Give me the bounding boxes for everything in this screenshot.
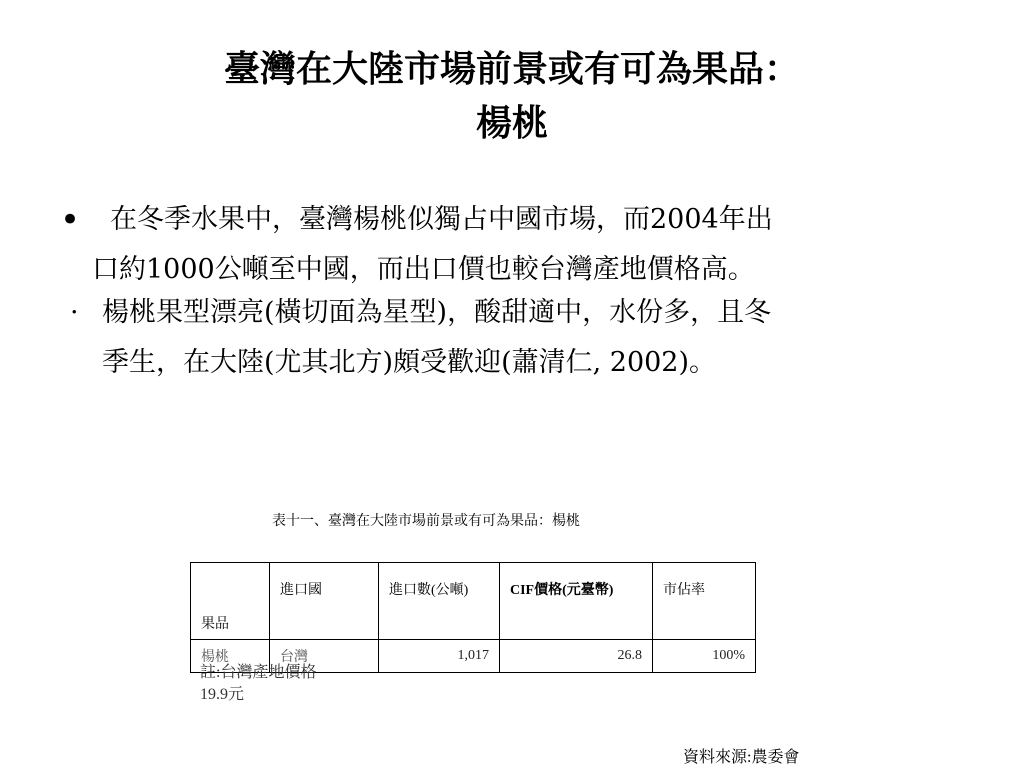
bullet-item-1 [60,195,960,295]
bullet-marker-2: · [70,297,79,328]
cell-cif-price: 26.8 [500,640,653,673]
cell-fruit: 楊桃 [191,640,270,673]
price-note [200,662,316,706]
header-cif-price: CIF價格(元臺幣) [500,563,653,640]
slide-title [0,42,1024,150]
bullet-2-line2: 季生，在大陸(尤其北方)頗受歡迎(蕭清仁, 2002)。 [102,347,717,378]
bullet-2-line1: 楊桃果型漂亮(橫切面為星型)，酸甜適中，水份多，且冬 [102,297,772,328]
header-import-country: 進口國 [270,563,379,640]
table-caption: 表十一、臺灣在大陸市場前景或有可為果品：楊桃 [272,512,580,528]
bullet-1-line1: 在冬季水果中，臺灣楊桃似獨占中國市場，而2004年出 [110,204,773,235]
price-note-line1: 註:台灣產地價格 [200,664,317,681]
header-import-quantity: 進口數(公噸) [379,563,500,640]
cell-import-country: 台灣 [270,640,379,673]
data-source: 資料來源:農委會 [683,749,800,766]
header-market-share: 市佔率 [653,563,756,640]
price-note-line2: 19.9元 [200,686,245,703]
fruit-table [190,562,756,673]
slide-title-line1: 臺灣在大陸市場前景或有可為果品： [223,48,800,90]
cell-market-share: 100% [653,640,756,673]
bullet-item-2 [70,288,970,388]
table-header-row [191,563,756,640]
header-fruit: 果品 [191,563,270,640]
bullet-1-line2: 口約1000公噸至中國，而出口價也較台灣產地價格高。 [92,254,755,285]
bullet-marker-1: • [60,200,81,240]
cell-import-quantity: 1,017 [379,640,500,673]
slide-title-line2: 楊桃 [475,102,548,144]
